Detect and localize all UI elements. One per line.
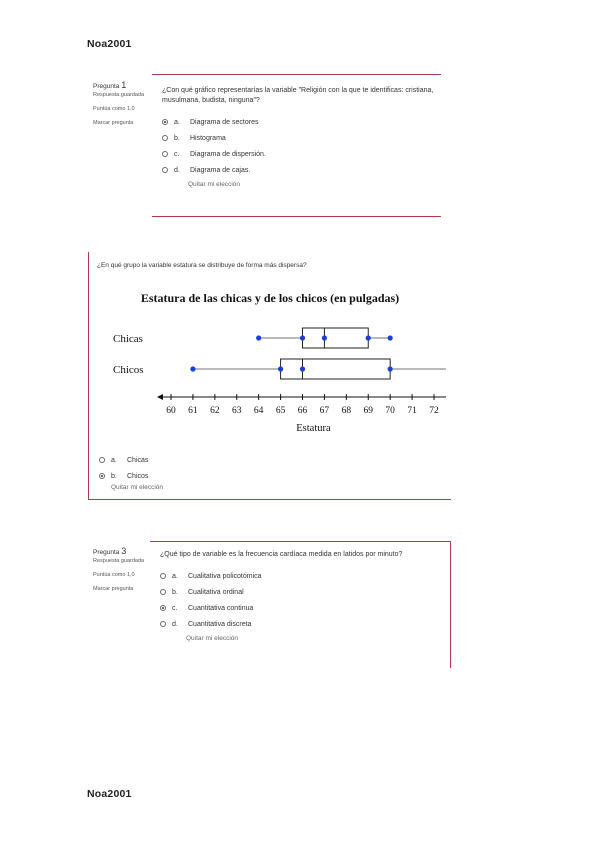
- question-info: [93, 80, 148, 127]
- answer-option[interactable]: [162, 130, 437, 146]
- option-letter: a.: [172, 572, 178, 580]
- question-text: ¿Con qué gráfico representarías la variable "Religión con la que te identificas: cristiana, musulmana, budista, ninguna"?: [162, 87, 434, 104]
- tick-label: 63: [232, 406, 242, 416]
- option-text: Diagrama de sectores: [190, 118, 259, 126]
- option-letter: b.: [174, 134, 180, 142]
- clear-choice-link[interactable]: Quitar mi elección: [186, 635, 239, 642]
- tick-label: 68: [341, 406, 352, 416]
- option-text: Diagrama de cajas.: [190, 166, 251, 174]
- question-2: [88, 252, 451, 500]
- option-letter: d.: [174, 166, 180, 174]
- option-text: Cuantitativa continua: [188, 604, 254, 612]
- radio-icon[interactable]: [162, 151, 168, 157]
- flag-question-link[interactable]: Marcar pregunta: [93, 586, 134, 592]
- data-point: [300, 366, 305, 371]
- answer-option[interactable]: [162, 162, 437, 178]
- data-point: [300, 335, 305, 340]
- series-label: Chicas: [113, 333, 143, 345]
- question-number: [93, 546, 148, 556]
- answer-option[interactable]: [160, 584, 430, 600]
- answer-option[interactable]: [160, 616, 430, 632]
- option-letter: d.: [172, 620, 178, 628]
- question-points: Puntúa como 1,0: [93, 572, 135, 578]
- data-point: [388, 366, 393, 371]
- tick-label: 65: [275, 406, 286, 416]
- data-point: [322, 335, 327, 340]
- question-number-value: 1: [121, 80, 127, 90]
- tick-label: 71: [407, 406, 417, 416]
- option-letter: b.: [111, 472, 117, 480]
- page-header-author: Noa2001: [87, 38, 132, 50]
- radio-icon[interactable]: [160, 573, 166, 579]
- answer-options: [99, 452, 148, 484]
- answer-option[interactable]: [162, 114, 437, 130]
- radio-icon[interactable]: [162, 135, 168, 141]
- question-text: ¿Qué tipo de variable es la frecuencia cardíaca medida en latidos por minuto?: [160, 551, 403, 558]
- radio-checked-icon[interactable]: [160, 605, 166, 611]
- radio-icon[interactable]: [99, 457, 105, 463]
- tick-label: 66: [297, 406, 308, 416]
- option-text: Chicas: [127, 456, 149, 464]
- answer-option[interactable]: [160, 600, 430, 616]
- chart-title: Estatura de las chicas y de los chicos (en pulgadas): [140, 291, 400, 305]
- question-info: [93, 546, 148, 593]
- tick-label: 60: [166, 406, 176, 416]
- tick-label: 69: [363, 406, 373, 416]
- question-number-value: 3: [121, 546, 127, 556]
- option-text: Cualitativa ordinal: [188, 588, 244, 596]
- option-letter: a.: [174, 118, 180, 126]
- clear-choice-link[interactable]: Quitar mi elección: [111, 484, 164, 491]
- answer-option[interactable]: [99, 452, 148, 468]
- question-number: [93, 80, 148, 90]
- axis-arrow-left-icon: [157, 394, 163, 400]
- answer-option[interactable]: [160, 568, 430, 584]
- question-points: Puntúa como 1,0: [93, 106, 135, 112]
- data-point: [388, 335, 393, 340]
- option-text: Chicos: [127, 472, 149, 480]
- x-axis-label: Estatura: [296, 423, 331, 434]
- series-label: Chicos: [113, 364, 144, 376]
- question-status: Respuesta guardada: [93, 558, 145, 564]
- question-1: [152, 74, 441, 217]
- page-footer-author: Noa2001: [87, 788, 132, 800]
- tick-label: 62: [210, 406, 220, 416]
- iqr-box: [303, 328, 369, 348]
- question-3: [150, 541, 451, 668]
- answer-option[interactable]: [99, 468, 148, 484]
- data-point: [190, 366, 195, 371]
- option-letter: c.: [174, 150, 180, 158]
- flag-question-link[interactable]: Marcar pregunta: [93, 120, 134, 126]
- option-text: Diagrama de dispersión.: [190, 150, 266, 158]
- radio-icon[interactable]: [160, 589, 166, 595]
- tick-label: 70: [385, 406, 395, 416]
- data-point: [278, 366, 283, 371]
- question-status: Respuesta guardada: [93, 92, 145, 98]
- answer-options: [160, 568, 430, 632]
- question-label: Pregunta: [93, 83, 120, 90]
- option-text: Cualitativa policotómica: [188, 572, 262, 580]
- radio-icon[interactable]: [160, 621, 166, 627]
- tick-label: 64: [253, 406, 264, 416]
- radio-checked-icon[interactable]: [99, 473, 105, 479]
- data-point: [256, 335, 261, 340]
- question-label: Pregunta: [93, 549, 120, 556]
- boxplot-chart: [89, 276, 451, 446]
- clear-choice-link[interactable]: Quitar mi elección: [188, 181, 241, 188]
- answer-options: [162, 114, 437, 178]
- iqr-box: [281, 359, 391, 379]
- option-letter: a.: [111, 456, 117, 464]
- option-text: Histograma: [190, 134, 226, 142]
- option-text: Cuantitativa discreta: [188, 620, 252, 628]
- tick-label: 61: [188, 406, 198, 416]
- option-letter: b.: [172, 588, 178, 596]
- tick-label: 67: [319, 406, 330, 416]
- tick-label: 72: [429, 406, 439, 416]
- answer-option[interactable]: [162, 146, 437, 162]
- data-point: [366, 335, 371, 340]
- question-text: ¿En qué grupo la variable estatura se distribuye de forma más dispersa?: [97, 262, 307, 269]
- radio-checked-icon[interactable]: [162, 119, 168, 125]
- option-letter: c.: [172, 604, 178, 612]
- radio-icon[interactable]: [162, 167, 168, 173]
